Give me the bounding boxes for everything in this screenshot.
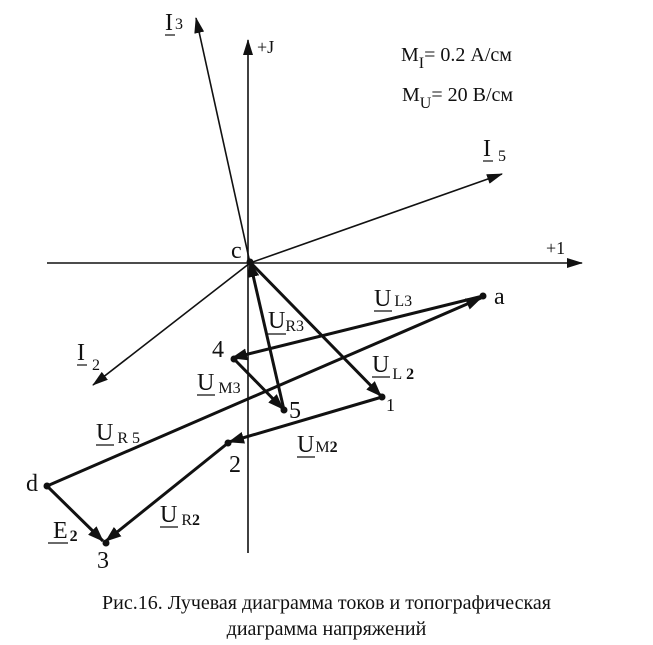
caption-line-2: диаграмма напряжений: [226, 618, 427, 640]
label-e2: [48, 518, 78, 545]
point-label-4: 4: [212, 337, 224, 363]
real-axis-label: +1: [546, 238, 566, 258]
node-a-dot: [480, 293, 487, 300]
label-ur5: [96, 420, 140, 447]
svg-text:E2: E 2: [53, 518, 78, 545]
caption-line-1: Рис.16. Лучевая диаграмма токов и топографическая: [102, 592, 551, 614]
voltage-vector-ur3: [250, 262, 284, 410]
label-ul3: [374, 286, 412, 312]
current-vector-i3: [196, 18, 250, 263]
figure-caption: [0, 590, 653, 642]
label-i2: [77, 340, 100, 374]
label-ur2: [160, 502, 200, 529]
label-um2: [297, 432, 338, 458]
svg-text:I2: I $_2$: [77, 340, 100, 374]
svg-text:UR3: UR3: [268, 308, 305, 335]
current-vector-i2: [93, 263, 250, 385]
svg-text:I3: I 3: [165, 10, 183, 36]
node-4-dot: [231, 356, 238, 363]
svg-text:UR 5: U R 5: [96, 420, 141, 447]
svg-text:UM3: U M3: [197, 370, 241, 397]
voltage-scale: $M_U= 20$ В/см: [402, 84, 514, 112]
node-d-dot: [44, 483, 51, 490]
svg-text:UM2: UM2: [297, 432, 338, 458]
node-3-dot: [103, 540, 110, 547]
node-dots: [44, 259, 487, 547]
node-5-dot: [281, 407, 288, 414]
node-c-dot: [247, 259, 254, 266]
svg-text:UL3: U L3: [374, 286, 413, 312]
label-um3: [197, 370, 241, 397]
label-i3: [165, 10, 183, 36]
current-vector-i5: [250, 174, 502, 263]
svg-text:I5: I $_5$: [483, 136, 506, 165]
label-i5: [483, 136, 506, 165]
point-label-5: 5: [289, 398, 301, 424]
node-2-dot: [225, 440, 232, 447]
point-label-3: 3: [97, 548, 109, 574]
current-scale: $M_I= 0.2$ А/см: [401, 44, 512, 72]
point-label-c: c: [231, 238, 242, 264]
svg-text:UL2: U $_L$ 2: [372, 352, 415, 383]
point-label-a: a: [494, 284, 505, 310]
point-label-1: 1: [386, 395, 395, 415]
imaginary-axis-label: +J: [257, 37, 275, 57]
node-1-dot: [379, 394, 386, 401]
label-ul2: [372, 352, 414, 383]
point-label-d: d: [26, 471, 38, 497]
point-label-2: 2: [229, 452, 241, 478]
svg-text:UR2: U R2: [160, 502, 201, 529]
